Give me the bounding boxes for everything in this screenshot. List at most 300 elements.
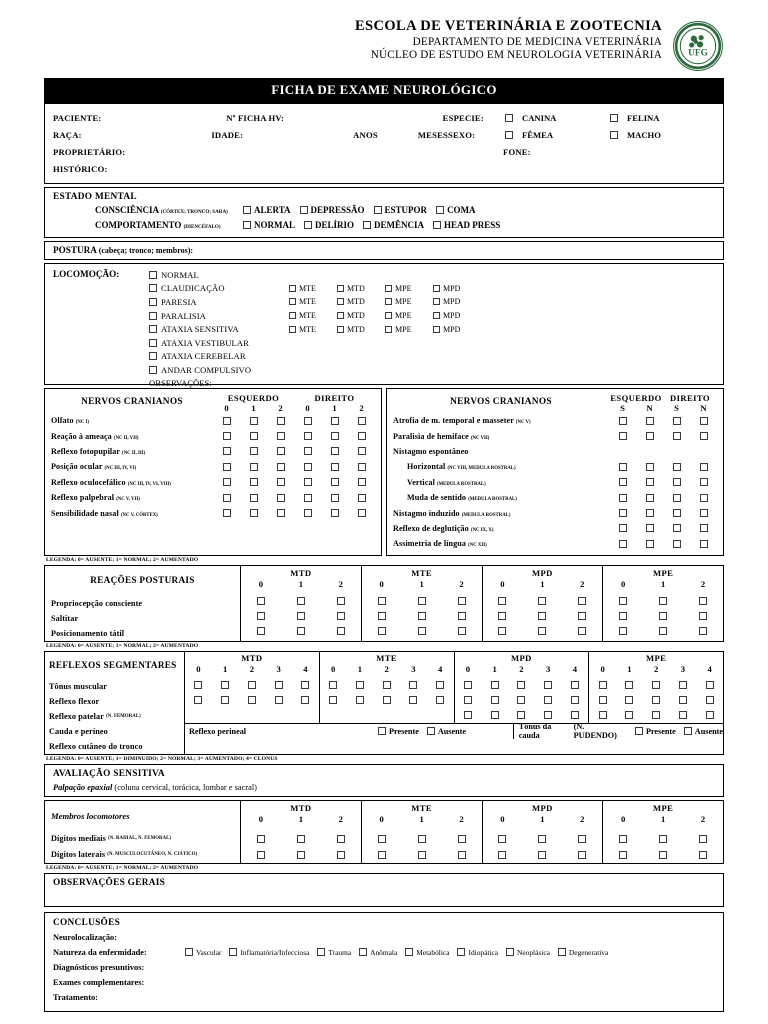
- checkbox-post-mtd-r2-c1[interactable]: [297, 627, 305, 635]
- checkbox-limb-1-0[interactable]: [289, 285, 296, 292]
- option-alerta[interactable]: [243, 205, 291, 215]
- exames-row[interactable]: [53, 975, 715, 990]
- limb-option[interactable]: [385, 311, 433, 320]
- locomocao-item[interactable]: [149, 282, 715, 296]
- checkbox-cn-r4-es[interactable]: [619, 478, 627, 486]
- checkbox-cn-l2-d1[interactable]: [331, 447, 339, 455]
- option-delirio[interactable]: [304, 220, 354, 230]
- membros-locomotores-title: Membros locomotores: [51, 810, 130, 821]
- checkbox-seg-mte-r0-c3[interactable]: [409, 681, 417, 689]
- checkbox-post-mpd-r1-c2[interactable]: [578, 612, 586, 620]
- checkbox-seg-mpe-r2-c0[interactable]: [599, 711, 607, 719]
- checkbox-seg-mpe-r0-c1[interactable]: [625, 681, 633, 689]
- checkbox-tonus-ausente[interactable]: [684, 727, 692, 735]
- checkbox-sens-mpe-r0-c1[interactable]: [659, 835, 667, 843]
- checkbox-sexo-femea[interactable]: [505, 131, 513, 139]
- checkbox-cn-l1-e0[interactable]: [223, 432, 231, 440]
- cranial-nerves-wrapper: [44, 388, 724, 563]
- cn-row-text: Assimetria de língua: [393, 539, 467, 549]
- option-anomala[interactable]: [359, 948, 397, 957]
- checkbox-post-mpe-r2-c2[interactable]: [699, 627, 707, 635]
- checkbox-sens-mte-r0-c0[interactable]: [378, 835, 386, 843]
- checkbox-cn-r0-ds[interactable]: [673, 417, 681, 425]
- checkbox-seg-mpe-r1-c3[interactable]: [679, 696, 687, 704]
- checkbox-seg-mpd-r0-c4[interactable]: [571, 681, 579, 689]
- checkbox-especie-canina[interactable]: [505, 114, 513, 122]
- checkbox-seg-mpd-r2-c4[interactable]: [571, 711, 579, 719]
- limb-option[interactable]: [433, 325, 481, 334]
- checkbox-seg-mte-r1-c3[interactable]: [409, 696, 417, 704]
- checkbox-seg-mpd-r2-c0[interactable]: [464, 711, 472, 719]
- checkbox-post-mtd-r0-c1[interactable]: [297, 597, 305, 605]
- normal-label: NORMAL: [254, 219, 295, 230]
- checkbox-cn-r8-dn[interactable]: [700, 540, 708, 548]
- checkbox-post-mte-r0-c0[interactable]: [378, 597, 386, 605]
- tratamento-row[interactable]: [53, 990, 715, 1005]
- limb-option[interactable]: [337, 325, 385, 334]
- checkbox-loco-5[interactable]: [149, 339, 157, 347]
- checkbox-limb-3-0[interactable]: [289, 312, 296, 319]
- checkbox-seg-mpe-r2-c3[interactable]: [679, 711, 687, 719]
- checkbox-coma[interactable]: [436, 206, 444, 214]
- checkbox-sens-mtd-r1-c2[interactable]: [337, 851, 345, 859]
- checkbox-post-mte-r2-c2[interactable]: [458, 627, 466, 635]
- checkbox-metabolica[interactable]: [405, 948, 413, 956]
- checkbox-seg-mte-r1-c2[interactable]: [383, 696, 391, 704]
- checkbox-trauma[interactable]: [317, 948, 325, 956]
- checkbox-cn-l6-e2[interactable]: [277, 509, 285, 517]
- checkbox-post-mpd-r2-c2[interactable]: [578, 627, 586, 635]
- checkbox-seg-mte-r0-c0[interactable]: [329, 681, 337, 689]
- checkbox-cn-l4-e2[interactable]: [277, 478, 285, 486]
- checkbox-seg-mtd-r1-c1[interactable]: [221, 696, 229, 704]
- checkbox-post-mpd-r0-c0[interactable]: [498, 597, 506, 605]
- checkbox-cn-l0-d1[interactable]: [331, 417, 339, 425]
- checkbox-seg-mpd-r2-c2[interactable]: [517, 711, 525, 719]
- option-trauma[interactable]: [317, 948, 351, 957]
- checkbox-cn-r6-ds[interactable]: [673, 509, 681, 517]
- checkbox-seg-mpe-r0-c2[interactable]: [652, 681, 660, 689]
- checkbox-cn-l2-e0[interactable]: [223, 447, 231, 455]
- checkbox-loco-2[interactable]: [149, 298, 157, 306]
- checkbox-post-mtd-r2-c2[interactable]: [337, 627, 345, 635]
- group-header: MPD: [510, 652, 532, 663]
- checkbox-post-mpd-r0-c1[interactable]: [538, 597, 546, 605]
- checkbox-cn-r0-en[interactable]: [646, 417, 654, 425]
- option-estupor[interactable]: [374, 205, 428, 215]
- checkbox-post-mpe-r1-c1[interactable]: [659, 612, 667, 620]
- checkbox-limb-4-3[interactable]: [433, 326, 440, 333]
- checkbox-post-mte-r1-c1[interactable]: [418, 612, 426, 620]
- limb-option[interactable]: [289, 284, 337, 293]
- checkbox-post-mtd-r1-c1[interactable]: [297, 612, 305, 620]
- checkbox-anomala[interactable]: [359, 948, 367, 956]
- locomocao-item[interactable]: [149, 363, 715, 377]
- checkbox-limb-2-3[interactable]: [433, 298, 440, 305]
- checkbox-post-mte-r0-c1[interactable]: [418, 597, 426, 605]
- checkbox-sens-mpd-r0-c1[interactable]: [538, 835, 546, 843]
- checkbox-cn-r6-es[interactable]: [619, 509, 627, 517]
- checkbox-cn-r3-en[interactable]: [646, 463, 654, 471]
- presente-label: Presente: [388, 726, 419, 736]
- checkbox-sens-mtd-r0-c2[interactable]: [337, 835, 345, 843]
- checkbox-degenerativa[interactable]: [558, 948, 566, 956]
- checkbox-cn-r6-dn[interactable]: [700, 509, 708, 517]
- checkbox-cn-l3-e0[interactable]: [223, 463, 231, 471]
- proprietario-label: PROPRIETÁRIO:: [53, 146, 126, 157]
- consciencia-sub: (CÓRTEX; TRONCO; SARA): [160, 208, 228, 215]
- checkbox-normal[interactable]: [243, 221, 251, 229]
- checkbox-cn-r3-es[interactable]: [619, 463, 627, 471]
- checkbox-cn-l4-e0[interactable]: [223, 478, 231, 486]
- observacoes-gerais-section[interactable]: [44, 873, 724, 907]
- checkbox-cn-r5-en[interactable]: [646, 494, 654, 502]
- checkbox-cn-l5-e1[interactable]: [250, 494, 258, 502]
- checkbox-seg-mpd-r0-c1[interactable]: [491, 681, 499, 689]
- checkbox-cn-r8-ds[interactable]: [673, 540, 681, 548]
- checkbox-seg-mpd-r1-c1[interactable]: [491, 696, 499, 704]
- checkbox-seg-mpd-r1-c0[interactable]: [464, 696, 472, 704]
- checkbox-seg-mte-r1-c4[interactable]: [436, 696, 444, 704]
- checkbox-cn-l1-e1[interactable]: [250, 432, 258, 440]
- checkbox-cn-l3-e2[interactable]: [277, 463, 285, 471]
- checkbox-cn-l4-d0[interactable]: [304, 478, 312, 486]
- checkbox-cn-l6-d1[interactable]: [331, 509, 339, 517]
- checkbox-post-mtd-r0-c2[interactable]: [337, 597, 345, 605]
- checkbox-loco-3[interactable]: [149, 312, 157, 320]
- checkbox-post-mpe-r2-c0[interactable]: [619, 627, 627, 635]
- checkbox-seg-mtd-r0-c0[interactable]: [194, 681, 202, 689]
- checkbox-limb-1-1[interactable]: [337, 285, 344, 292]
- checkbox-post-mpe-r0-c1[interactable]: [659, 597, 667, 605]
- checkbox-seg-mpe-r1-c1[interactable]: [625, 696, 633, 704]
- checkbox-seg-mte-r0-c4[interactable]: [436, 681, 444, 689]
- locomocao-item[interactable]: [149, 268, 715, 282]
- checkbox-perineal-ausente[interactable]: [427, 727, 435, 735]
- locomocao-item[interactable]: [149, 350, 715, 364]
- checkbox-seg-mtd-r0-c1[interactable]: [221, 681, 229, 689]
- checkbox-loco-0[interactable]: [149, 271, 157, 279]
- checkbox-sens-mte-r0-c1[interactable]: [418, 835, 426, 843]
- checkbox-cn-r7-es[interactable]: [619, 524, 627, 532]
- checkbox-cn-r3-ds[interactable]: [673, 463, 681, 471]
- checkbox-cn-r5-dn[interactable]: [700, 494, 708, 502]
- checkbox-cn-l3-d0[interactable]: [304, 463, 312, 471]
- checkbox-sens-mpe-r1-c2[interactable]: [699, 851, 707, 859]
- checkbox-cn-r5-ds[interactable]: [673, 494, 681, 502]
- checkbox-sens-mpd-r1-c1[interactable]: [538, 851, 546, 859]
- table-row: [393, 536, 717, 551]
- limb-option[interactable]: [433, 311, 481, 320]
- checkbox-cn-l0-d2[interactable]: [358, 417, 366, 425]
- locomocao-item[interactable]: [149, 295, 715, 309]
- limb-option[interactable]: [289, 311, 337, 320]
- checkbox-cn-l5-e0[interactable]: [223, 494, 231, 502]
- cn-right-dir-cols: [663, 403, 717, 413]
- palpacao-epaxial-row: [53, 783, 715, 792]
- checkbox-sens-mpe-r1-c0[interactable]: [619, 851, 627, 859]
- checkbox-cn-l1-d2[interactable]: [358, 432, 366, 440]
- checkbox-seg-mte-r1-c1[interactable]: [356, 696, 364, 704]
- checkbox-post-mte-r1-c2[interactable]: [458, 612, 466, 620]
- checkbox-seg-mtd-r1-c4[interactable]: [301, 696, 309, 704]
- diagnosticos-row[interactable]: [53, 960, 715, 975]
- option-metabolica[interactable]: [405, 948, 449, 957]
- checkbox-post-mpe-r2-c1[interactable]: [659, 627, 667, 635]
- option-inflamatoria[interactable]: [229, 948, 309, 957]
- checkbox-cn-l3-e1[interactable]: [250, 463, 258, 471]
- checkbox-perineal-presente[interactable]: [378, 727, 386, 735]
- checkbox-seg-mpd-r1-c3[interactable]: [544, 696, 552, 704]
- checkbox-seg-mpe-r1-c4[interactable]: [706, 696, 714, 704]
- checkbox-cn-l1-d0[interactable]: [304, 432, 312, 440]
- checkbox-cn-l0-e0[interactable]: [223, 417, 231, 425]
- checkbox-loco-1[interactable]: [149, 284, 157, 292]
- checkbox-cn-l0-d0[interactable]: [304, 417, 312, 425]
- checkbox-post-mpe-r1-c0[interactable]: [619, 612, 627, 620]
- checkbox-seg-mpe-r0-c3[interactable]: [679, 681, 687, 689]
- checkbox-post-mpe-r1-c2[interactable]: [699, 612, 707, 620]
- checkbox-limb-2-2[interactable]: [385, 298, 392, 305]
- checkbox-seg-mpe-r0-c0[interactable]: [599, 681, 607, 689]
- checkbox-sens-mte-r1-c1[interactable]: [418, 851, 426, 859]
- checkbox-alerta[interactable]: [243, 206, 251, 214]
- checkbox-cn-l2-d2[interactable]: [358, 447, 366, 455]
- cranial-legend: LEGENDA: 0= AUSENTE; 1= NORMAL; 2= AUMENTADO: [46, 556, 199, 563]
- checkbox-cn-r6-en[interactable]: [646, 509, 654, 517]
- checkbox-post-mtd-r2-c0[interactable]: [257, 627, 265, 635]
- checkbox-seg-mpe-r1-c0[interactable]: [599, 696, 607, 704]
- checkbox-cn-r8-es[interactable]: [619, 540, 627, 548]
- checkbox-seg-mtd-r0-c4[interactable]: [301, 681, 309, 689]
- checkbox-cn-l5-e2[interactable]: [277, 494, 285, 502]
- cn-col-label: 2: [359, 403, 364, 413]
- checkbox-sens-mpe-r0-c2[interactable]: [699, 835, 707, 843]
- limb-option[interactable]: [337, 284, 385, 293]
- checkbox-post-mpe-r0-c2[interactable]: [699, 597, 707, 605]
- table-row: [393, 459, 717, 474]
- col-num: 1: [298, 813, 303, 824]
- checkbox-sexo-macho[interactable]: [610, 131, 618, 139]
- neurolocalizacao-row[interactable]: [53, 930, 715, 945]
- checkbox-post-mpd-r1-c1[interactable]: [538, 612, 546, 620]
- checkbox-inflamatoria[interactable]: [229, 948, 237, 956]
- page-title: FICHA DE EXAME NEUROLÓGICO: [44, 78, 724, 103]
- checkbox-cn-r0-es[interactable]: [619, 417, 627, 425]
- checkbox-seg-mtd-r1-c0[interactable]: [194, 696, 202, 704]
- checkbox-seg-mpd-r1-c2[interactable]: [517, 696, 525, 704]
- checkbox-cn-r3-dn[interactable]: [700, 463, 708, 471]
- checkbox-sens-mpd-r0-c2[interactable]: [578, 835, 586, 843]
- checkbox-cn-l2-e2[interactable]: [277, 447, 285, 455]
- checkbox-cn-r1-es[interactable]: [619, 432, 627, 440]
- checkbox-depressao[interactable]: [300, 206, 308, 214]
- checkbox-limb-1-2[interactable]: [385, 285, 392, 292]
- col-num: 0: [600, 663, 605, 674]
- checkbox-post-mte-r2-c0[interactable]: [378, 627, 386, 635]
- checkbox-cn-r4-ds[interactable]: [673, 478, 681, 486]
- checkbox-post-mtd-r0-c0[interactable]: [257, 597, 265, 605]
- checkbox-limb-3-1[interactable]: [337, 312, 344, 319]
- checkbox-limb-4-2[interactable]: [385, 326, 392, 333]
- checkbox-cn-r1-en[interactable]: [646, 432, 654, 440]
- checkbox-cn-r7-dn[interactable]: [700, 524, 708, 532]
- checkbox-seg-mpd-r0-c3[interactable]: [544, 681, 552, 689]
- checkbox-post-mpd-r0-c2[interactable]: [578, 597, 586, 605]
- checkbox-cn-l4-e1[interactable]: [250, 478, 258, 486]
- checkbox-delirio[interactable]: [304, 221, 312, 229]
- checkbox-cn-l4-d2[interactable]: [358, 478, 366, 486]
- checkbox-cn-l3-d1[interactable]: [331, 463, 339, 471]
- checkbox-cn-l2-d0[interactable]: [304, 447, 312, 455]
- checkbox-cn-l1-d1[interactable]: [331, 432, 339, 440]
- limb-option[interactable]: [385, 325, 433, 334]
- limb-option[interactable]: [433, 297, 481, 306]
- checkbox-cn-l0-e1[interactable]: [250, 417, 258, 425]
- checkbox-seg-mpe-r2-c1[interactable]: [625, 711, 633, 719]
- checkbox-cn-l4-d1[interactable]: [331, 478, 339, 486]
- checkbox-cn-r8-en[interactable]: [646, 540, 654, 548]
- limb-option[interactable]: [289, 297, 337, 306]
- locomocao-item[interactable]: [149, 309, 715, 323]
- checkbox-sens-mte-r1-c2[interactable]: [458, 851, 466, 859]
- checkbox-sens-mte-r0-c2[interactable]: [458, 835, 466, 843]
- option-coma[interactable]: [436, 205, 476, 215]
- checkbox-estupor[interactable]: [374, 206, 382, 214]
- checkbox-demencia[interactable]: [363, 221, 371, 229]
- ficha-hv-label: Nº FICHA HV:: [226, 112, 285, 123]
- checkbox-seg-mpe-r0-c4[interactable]: [706, 681, 714, 689]
- limb-option[interactable]: [385, 284, 433, 293]
- checkbox-post-mte-r1-c0[interactable]: [378, 612, 386, 620]
- option-idiopatica[interactable]: [457, 948, 498, 957]
- checkbox-sens-mtd-r1-c1[interactable]: [297, 851, 305, 859]
- checkbox-limb-4-1[interactable]: [337, 326, 344, 333]
- checkbox-seg-mtd-r0-c2[interactable]: [248, 681, 256, 689]
- checkbox-post-mtd-r1-c0[interactable]: [257, 612, 265, 620]
- limb-option[interactable]: [289, 325, 337, 334]
- checkbox-cn-l2-e1[interactable]: [250, 447, 258, 455]
- checkbox-neoplasica[interactable]: [506, 948, 514, 956]
- checkbox-especie-felina[interactable]: [610, 114, 618, 122]
- checkbox-seg-mpd-r1-c4[interactable]: [571, 696, 579, 704]
- checkbox-post-mpe-r0-c0[interactable]: [619, 597, 627, 605]
- checkbox-sens-mpe-r1-c1[interactable]: [659, 851, 667, 859]
- checkbox-seg-mpe-r2-c4[interactable]: [706, 711, 714, 719]
- checkbox-post-mpd-r2-c0[interactable]: [498, 627, 506, 635]
- checkbox-cn-r4-en[interactable]: [646, 478, 654, 486]
- checkbox-post-mtd-r1-c2[interactable]: [337, 612, 345, 620]
- checkbox-head-press[interactable]: [433, 221, 441, 229]
- checkbox-sens-mpd-r1-c0[interactable]: [498, 851, 506, 859]
- checkbox-post-mpd-r2-c1[interactable]: [538, 627, 546, 635]
- checkbox-limb-3-2[interactable]: [385, 312, 392, 319]
- checkbox-sens-mpd-r0-c0[interactable]: [498, 835, 506, 843]
- locomocao-item[interactable]: [149, 336, 715, 350]
- checkbox-cn-l6-d0[interactable]: [304, 509, 312, 517]
- checkbox-cn-l5-d2[interactable]: [358, 494, 366, 502]
- checkbox-cn-r7-ds[interactable]: [673, 524, 681, 532]
- limb-option[interactable]: [337, 297, 385, 306]
- limb-option[interactable]: [433, 284, 481, 293]
- checkbox-seg-mpd-r0-c2[interactable]: [517, 681, 525, 689]
- checkbox-loco-6[interactable]: [149, 352, 157, 360]
- checkbox-cn-r5-es[interactable]: [619, 494, 627, 502]
- checkbox-limb-2-1[interactable]: [337, 298, 344, 305]
- option-vascular[interactable]: [185, 948, 221, 957]
- checkbox-cn-r4-dn[interactable]: [700, 478, 708, 486]
- checkbox-seg-mtd-r1-c2[interactable]: [248, 696, 256, 704]
- posturais-row-label: Propriocepção consciente: [51, 598, 143, 608]
- checkbox-limb-3-3[interactable]: [433, 312, 440, 319]
- checkbox-limb-2-0[interactable]: [289, 298, 296, 305]
- checkbox-seg-mte-r1-c0[interactable]: [329, 696, 337, 704]
- checkbox-sens-mtd-r0-c0[interactable]: [257, 835, 265, 843]
- checkbox-cn-r7-en[interactable]: [646, 524, 654, 532]
- checkbox-post-mpd-r1-c0[interactable]: [498, 612, 506, 620]
- locomocao-item[interactable]: [149, 322, 715, 336]
- cn-row-nerve: (NC XII): [468, 543, 487, 549]
- row-text: Dígitos mediais: [51, 834, 106, 844]
- cn-row-text: Sensibilidade nasal: [51, 508, 119, 518]
- checkbox-cn-l3-d2[interactable]: [358, 463, 366, 471]
- checkbox-post-mte-r0-c2[interactable]: [458, 597, 466, 605]
- checkbox-cn-l5-d1[interactable]: [331, 494, 339, 502]
- option-normal[interactable]: [243, 220, 295, 230]
- checkbox-sens-mpe-r0-c0[interactable]: [619, 835, 627, 843]
- checkbox-post-mte-r2-c1[interactable]: [418, 627, 426, 635]
- option-head-press[interactable]: [433, 220, 500, 230]
- checkbox-cn-r1-ds[interactable]: [673, 432, 681, 440]
- checkbox-seg-mtd-r0-c3[interactable]: [275, 681, 283, 689]
- option-depressao[interactable]: [300, 205, 365, 215]
- limb-option[interactable]: [337, 311, 385, 320]
- checkbox-cn-l0-e2[interactable]: [277, 417, 285, 425]
- option-degenerativa[interactable]: [558, 948, 608, 957]
- checkbox-seg-mpd-r2-c1[interactable]: [491, 711, 499, 719]
- checkbox-idiopatica[interactable]: [457, 948, 465, 956]
- checkbox-limb-1-3[interactable]: [433, 285, 440, 292]
- checkbox-cn-l1-e2[interactable]: [277, 432, 285, 440]
- checkbox-sens-mte-r1-c0[interactable]: [378, 851, 386, 859]
- checkbox-seg-mte-r0-c1[interactable]: [356, 681, 364, 689]
- option-neoplasica[interactable]: [506, 948, 550, 957]
- checkbox-sens-mpd-r1-c2[interactable]: [578, 851, 586, 859]
- checkbox-loco-7[interactable]: [149, 366, 157, 374]
- checkbox-seg-mte-r0-c2[interactable]: [383, 681, 391, 689]
- limb-option[interactable]: [385, 297, 433, 306]
- checkbox-seg-mpd-r2-c3[interactable]: [544, 711, 552, 719]
- checkbox-seg-mtd-r1-c3[interactable]: [275, 696, 283, 704]
- checkbox-sens-mtd-r1-c0[interactable]: [257, 851, 265, 859]
- checkbox-cn-l5-d0[interactable]: [304, 494, 312, 502]
- checkbox-tonus-presente[interactable]: [635, 727, 643, 735]
- checkbox-cn-r0-dn[interactable]: [700, 417, 708, 425]
- checkbox-seg-mpd-r0-c0[interactable]: [464, 681, 472, 689]
- col-num: 2: [384, 663, 389, 674]
- checkbox-loco-4[interactable]: [149, 325, 157, 333]
- checkbox-vascular[interactable]: [185, 948, 193, 956]
- checkbox-cn-r1-dn[interactable]: [700, 432, 708, 440]
- checkbox-limb-4-0[interactable]: [289, 326, 296, 333]
- checkbox-seg-mpe-r2-c2[interactable]: [652, 711, 660, 719]
- checkbox-cn-l6-e0[interactable]: [223, 509, 231, 517]
- option-demencia[interactable]: [363, 220, 424, 230]
- checkbox-cn-l6-e1[interactable]: [250, 509, 258, 517]
- checkbox-sens-mtd-r0-c1[interactable]: [297, 835, 305, 843]
- checkbox-cn-l6-d2[interactable]: [358, 509, 366, 517]
- checkbox-seg-mpe-r1-c2[interactable]: [652, 696, 660, 704]
